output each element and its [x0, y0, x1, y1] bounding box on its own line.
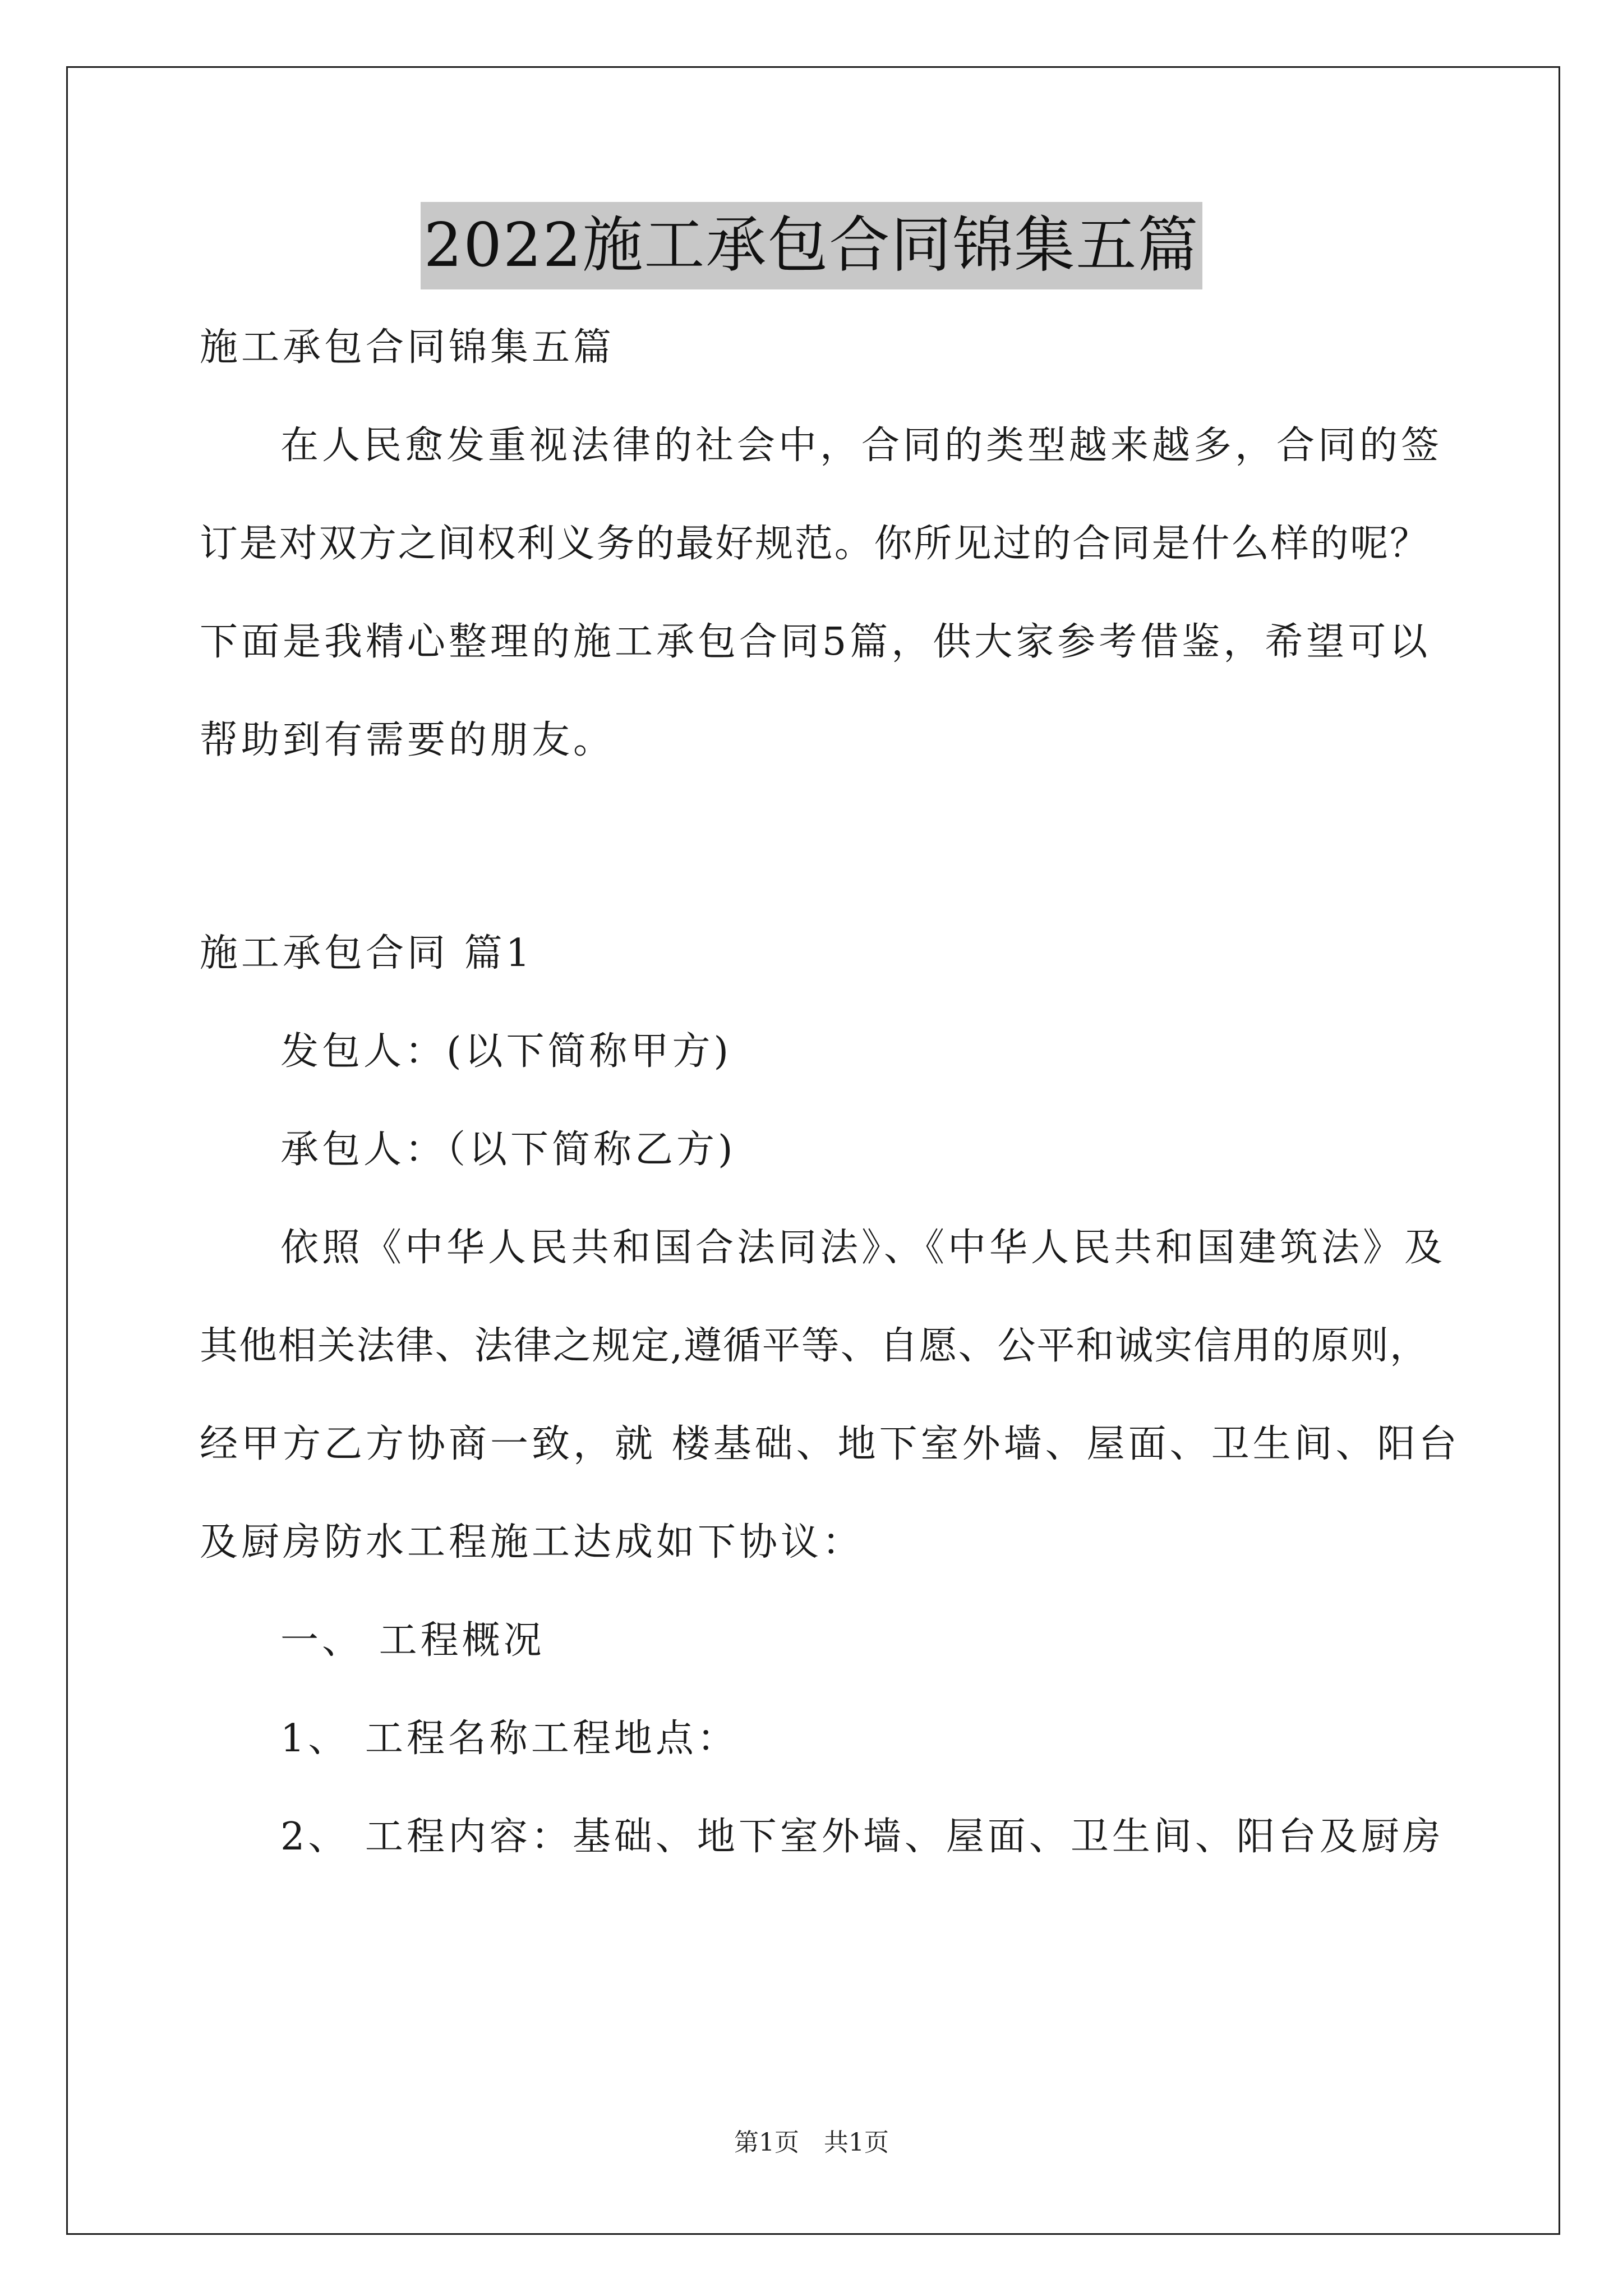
party-a-line: 发包人：(以下简称甲方)	[280, 1029, 732, 1074]
clause-heading: 一、 工程概况	[280, 1618, 545, 1663]
intro-line-3: 下面是我精心整理的施工承包合同5篇，供大家参考借鉴，希望可以	[200, 620, 1431, 664]
basis-line-1: 依照《中华人民共和国合法同法》、《中华人民共和国建筑法》及	[280, 1226, 1446, 1270]
document-title: 2022施工承包合同锦集五篇	[421, 202, 1203, 289]
document-subtitle: 施工承包合同锦集五篇	[200, 325, 615, 370]
clause-item-1: 1、 工程名称工程地点：	[280, 1717, 739, 1761]
section-heading: 施工承包合同 篇1	[200, 931, 533, 976]
basis-line-3: 经甲方乙方协商一致，就 楼基础、地下室外墙、屋面、卫生间、阳台	[200, 1422, 1460, 1466]
intro-line-2: 订是对双方之间权利义务的最好规范。你所见过的合同是什么样的呢？	[200, 522, 1428, 566]
title-container	[0, 202, 1623, 289]
basis-line-4: 及厨房防水工程施工达成如下协议：	[200, 1520, 864, 1565]
clause-item-2: 2、 工程内容：基础、地下室外墙、屋面、卫生间、阳台及厨房	[280, 1815, 1444, 1859]
page-footer: 第1页 共1页	[734, 2128, 889, 2157]
basis-line-2: 其他相关法律、法律之规定,遵循平等、自愿、公平和诚实信用的原则，	[200, 1324, 1428, 1368]
intro-line-4: 帮助到有需要的朋友。	[200, 718, 615, 762]
intro-line-1: 在人民愈发重视法律的社会中，合同的类型越来越多，合同的签	[280, 424, 1443, 468]
party-b-line: 承包人：（以下简称乙方)	[280, 1128, 736, 1172]
